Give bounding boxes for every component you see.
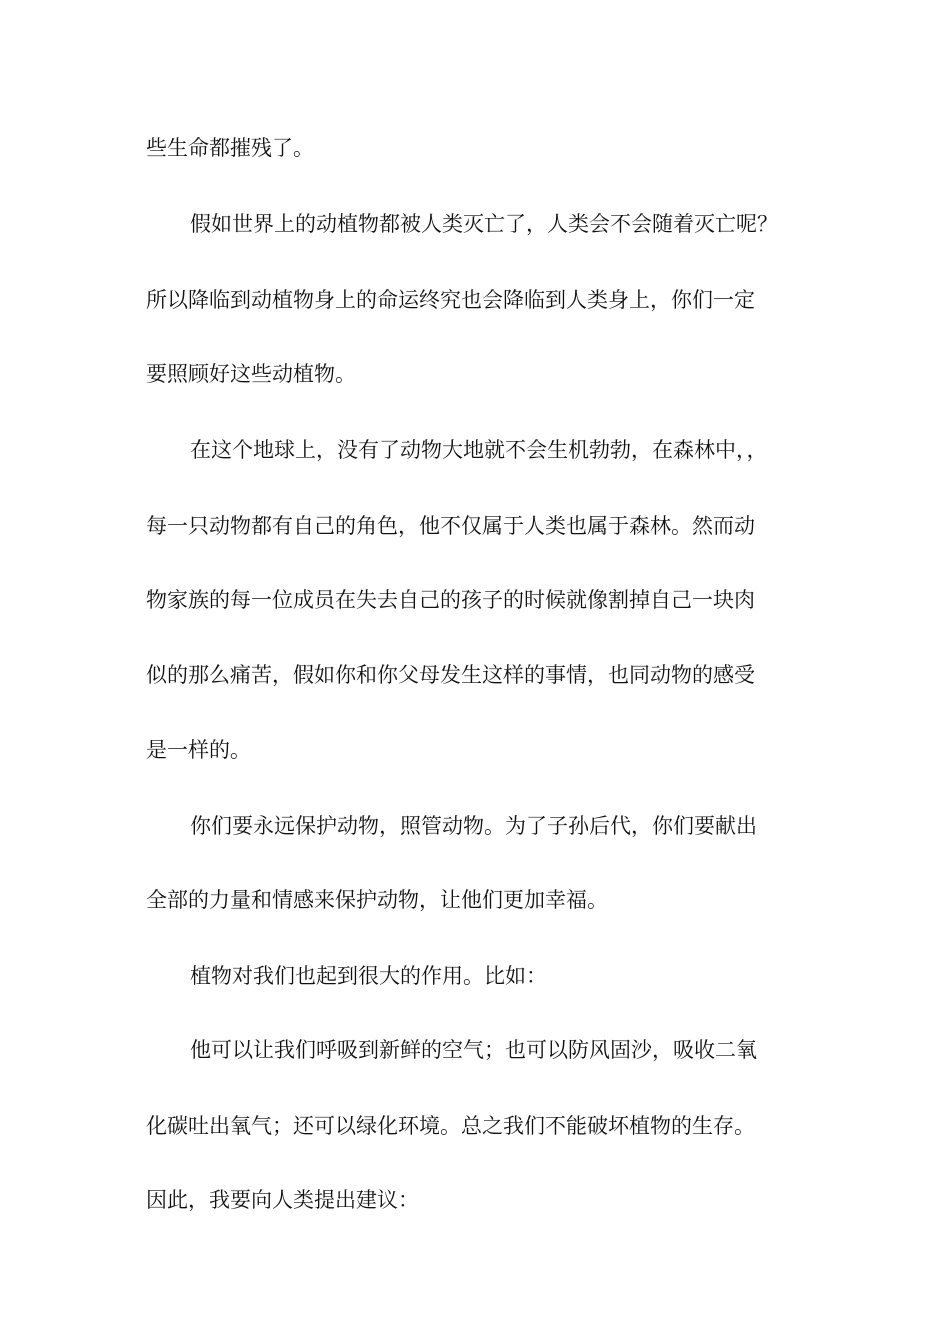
paragraph-first-line: 在这个地球上，没有了动物大地就不会生机勃勃，在森林中，， (190, 438, 768, 462)
text-line: 是一样的。 (146, 738, 251, 762)
paragraph-first-line: 他可以让我们呼吸到新鲜的空气；也可以防风固沙，吸收二氧 (190, 1038, 757, 1062)
text-line: 所以降临到动植物身上的命运终究也会降临到人类身上，你们一定 (146, 288, 755, 312)
text-line: 物家族的每一位成员在失去自己的孩子的时候就像割掉自己一块肉 (146, 588, 755, 612)
text-line: 化碳吐出氧气；还可以绿化环境。总之我们不能破坏植物的生存。 (146, 1114, 755, 1138)
text-line: 每一只动物都有自己的角色，他不仅属于人类也属于森林。然而动 (146, 514, 755, 538)
paragraph-first-line: 植物对我们也起到很大的作用。比如： (190, 964, 547, 988)
text-line: 些生命都摧残了。 (146, 136, 314, 160)
text-line: 要照顾好这些动植物。 (146, 362, 356, 386)
text-line: 似的那么痛苦，假如你和你父母发生这样的事情，也同动物的感受 (146, 663, 755, 687)
text-line: 全部的力量和情感来保护动物，让他们更加幸福。 (146, 888, 608, 912)
text-line: 因此，我要向人类提出建议： (146, 1188, 419, 1212)
paragraph-first-line: 假如世界上的动植物都被人类灭亡了，人类会不会随着灭亡呢？ (190, 212, 778, 236)
paragraph-first-line: 你们要永远保护动物，照管动物。为了子孙后代，你们要献出 (190, 814, 757, 838)
